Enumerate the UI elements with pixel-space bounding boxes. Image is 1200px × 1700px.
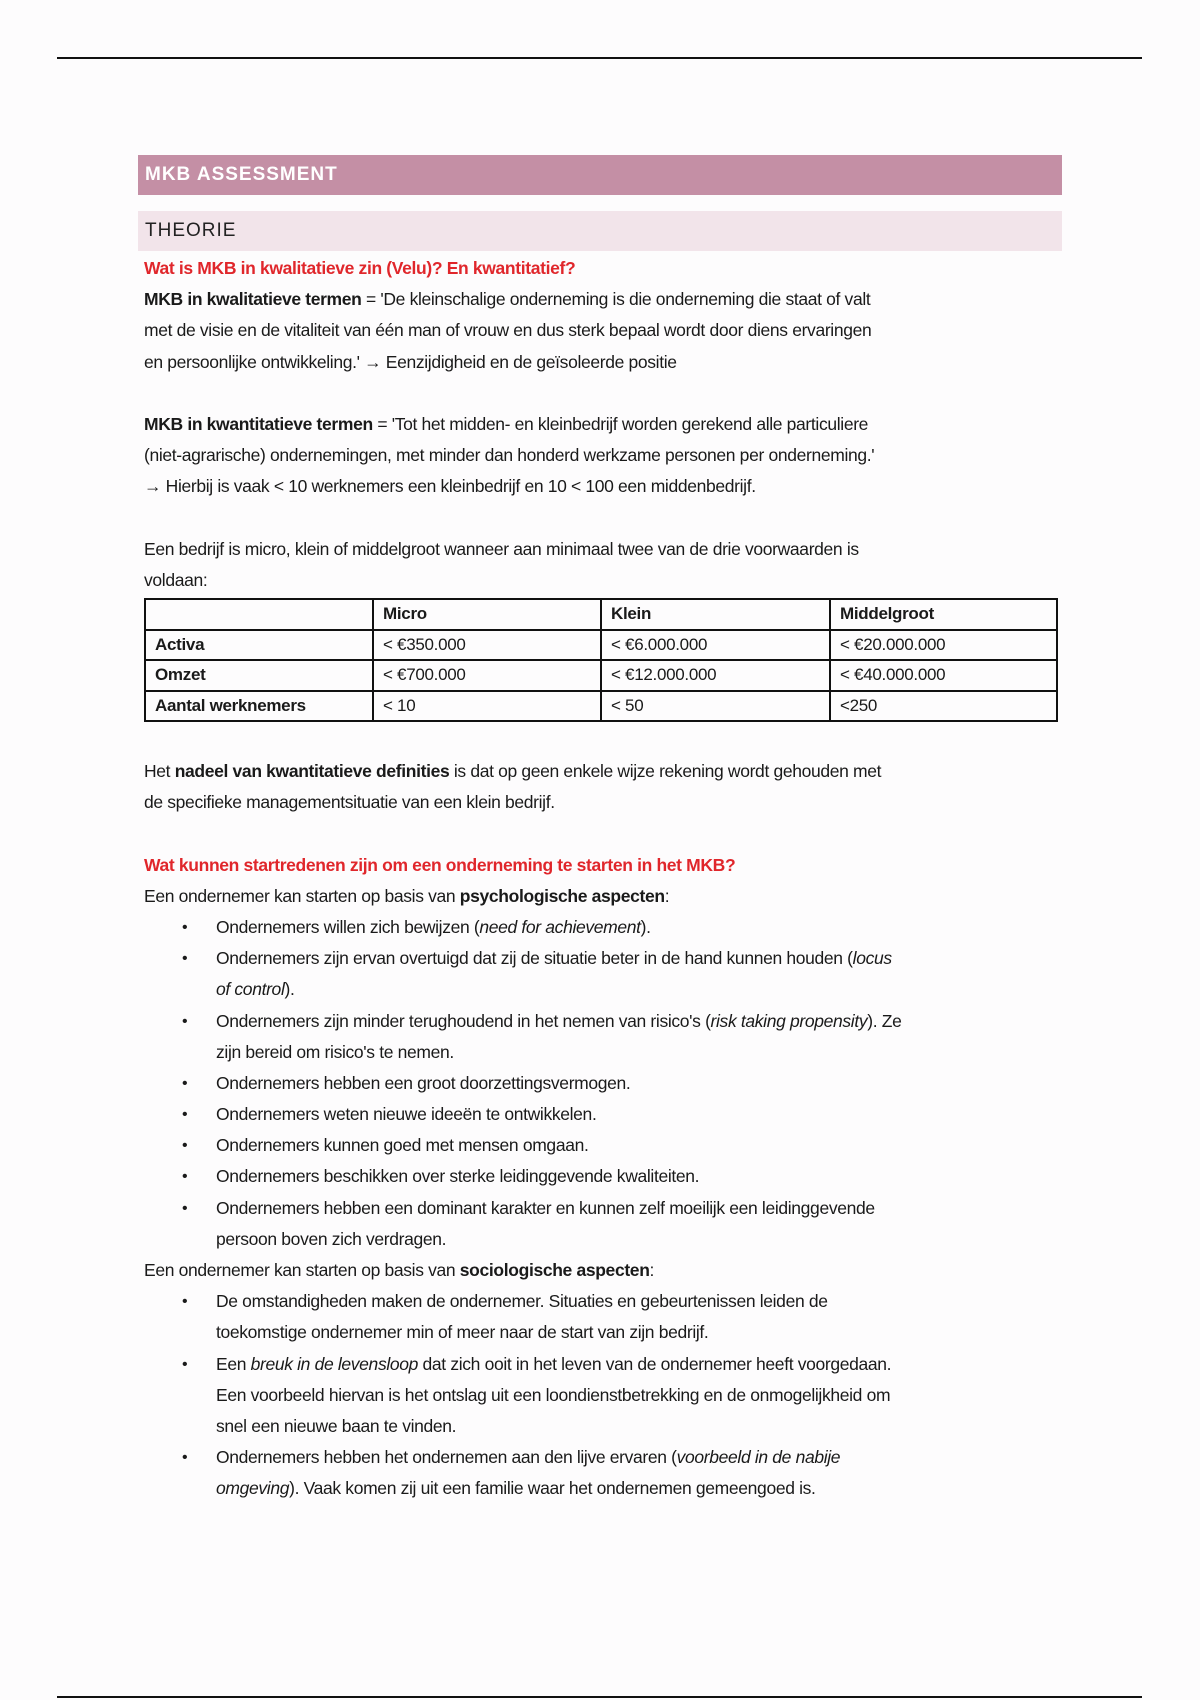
bullet-icon: • xyxy=(182,1106,188,1124)
document-title-bar xyxy=(138,155,1062,195)
question-heading xyxy=(144,850,1084,881)
table-row-label: Aantal werknemers xyxy=(145,691,373,722)
text-segment: de specifieke managementsituatie van een klein bedrijf. xyxy=(144,792,555,813)
list-item xyxy=(144,1006,1084,1037)
bullet-icon: • xyxy=(182,1449,188,1467)
question-heading xyxy=(144,253,1084,284)
table-row xyxy=(145,660,1057,691)
text-segment: snel een nieuwe baan te vinden. xyxy=(216,1415,457,1436)
table-row-label: Activa xyxy=(145,630,373,661)
list-item-continuation xyxy=(144,1317,1084,1348)
text-segment: Ondernemers zijn ervan overtuigd dat zij de situatie beter in de hand kunnen houden ( xyxy=(216,948,853,969)
text-segment: Een bedrijf is micro, klein of middelgroot wanneer aan minimaal twee van de drie voorwaarden is xyxy=(144,538,859,559)
text-segment: ). xyxy=(640,916,651,937)
bold-text: MKB in kwalitatieve termen xyxy=(144,289,362,310)
table-cell: < €20.000.000 xyxy=(830,630,1057,661)
text-line xyxy=(144,565,1084,596)
text-segment: dat zich ooit in het leven van de ondernemer heeft voorgedaan. xyxy=(418,1353,892,1374)
bullet-icon: • xyxy=(182,1199,188,1217)
text-line xyxy=(144,881,1084,912)
bullet-icon: • xyxy=(182,950,188,968)
text-segment: Ondernemers willen zich bewijzen ( xyxy=(216,916,480,937)
list-item xyxy=(144,1099,1084,1130)
text-segment: is dat op geen enkele wijze rekening wordt gehouden met xyxy=(449,761,882,781)
text-line xyxy=(144,378,1084,409)
text-line xyxy=(144,818,1084,849)
list-item-continuation xyxy=(144,974,1084,1005)
table-row xyxy=(145,691,1057,722)
italic-text: risk taking propensity xyxy=(710,1010,868,1031)
table-row xyxy=(145,630,1057,661)
text-segment: = 'De kleinschalige onderneming is die onderneming die staat of valt xyxy=(361,289,871,310)
table-cell: < €12.000.000 xyxy=(601,660,830,691)
text-segment: = 'Tot het midden- en kleinbedrijf worden gerekend alle particuliere xyxy=(372,413,869,434)
bullet-icon: • xyxy=(182,918,188,936)
table-header-row xyxy=(145,599,1057,630)
table-header-cell xyxy=(145,599,373,630)
list-item xyxy=(144,1442,1084,1473)
text-segment: zijn bereid om risico's te nemen. xyxy=(216,1041,454,1062)
text-line xyxy=(144,440,1084,471)
table-header-cell: Klein xyxy=(601,599,830,630)
text-segment: : xyxy=(649,1260,655,1280)
section-heading-bar xyxy=(138,211,1062,251)
italic-text: omgeving xyxy=(216,1478,290,1499)
text-segment: ). Vaak komen zij uit een familie waar het ondernemen gemeengoed is. xyxy=(289,1478,816,1499)
italic-text: breuk in de levensloop xyxy=(250,1353,419,1374)
text-segment: Ondernemers kunnen goed met mensen omgaan. xyxy=(216,1135,589,1156)
table-cell: < €40.000.000 xyxy=(830,660,1057,691)
text-line xyxy=(144,409,1084,440)
top-rule xyxy=(57,57,1142,59)
text-segment: toekomstige ondernemer min of meer naar de start van zijn bedrijf. xyxy=(216,1322,709,1343)
text-segment: ). xyxy=(284,979,295,1000)
list-item-continuation xyxy=(144,1037,1084,1068)
text-segment: ). Ze xyxy=(867,1010,902,1031)
text-line xyxy=(144,315,1084,346)
list-item xyxy=(144,1068,1084,1099)
size-criteria-table xyxy=(144,598,1058,722)
text-segment: : xyxy=(664,885,670,906)
list-item xyxy=(144,1161,1084,1192)
list-item xyxy=(144,912,1084,943)
document-title: MKB ASSESSMENT xyxy=(145,164,338,185)
table-cell: < 50 xyxy=(601,691,830,722)
text-line xyxy=(144,471,1084,502)
list-item-continuation xyxy=(144,1473,1084,1504)
text-line xyxy=(144,284,1084,315)
list-item-continuation xyxy=(144,1411,1084,1442)
table-cell: <250 xyxy=(830,691,1057,722)
italic-text: of control xyxy=(216,979,285,1000)
list-item xyxy=(144,1349,1084,1380)
text-segment: (niet-agrarische) ondernemingen, met minder dan honderd werkzame personen per onderneming.' xyxy=(144,445,875,466)
list-item xyxy=(144,1193,1084,1224)
bold-text: MKB in kwantitatieve termen xyxy=(144,413,373,434)
list-item-continuation xyxy=(144,1224,1084,1255)
list-item-continuation xyxy=(144,1380,1084,1411)
table-cell: < €350.000 xyxy=(373,630,601,661)
bullet-icon: • xyxy=(182,1293,188,1311)
list-item xyxy=(144,1286,1084,1317)
bold-text: sociologische aspecten xyxy=(459,1260,650,1280)
list-item xyxy=(144,943,1084,974)
text-segment: met de visie en de vitaliteit van één man of vrouw en dus sterk bepaal wordt door diens ervaringen xyxy=(144,320,872,341)
bottom-rule xyxy=(57,1696,1142,1698)
text-segment: Ondernemers weten nieuwe ideeën te ontwikkelen. xyxy=(216,1104,597,1125)
text-segment: Wat is MKB in kwalitatieve zin (Velu)? En kwantitatief? xyxy=(144,258,576,278)
text-segment: Ondernemers hebben een dominant karakter en kunnen zelf moeilijk een leidinggevende xyxy=(216,1197,875,1218)
table-cell: < €6.000.000 xyxy=(601,630,830,661)
text-line xyxy=(144,756,1084,787)
text-segment: persoon boven zich verdragen. xyxy=(216,1228,447,1249)
text-line xyxy=(144,534,1084,565)
text-segment: en persoonlijke ontwikkeling.' → Eenzijdigheid en de geïsoleerde positie xyxy=(144,351,677,372)
bullet-icon: • xyxy=(182,1012,188,1030)
text-segment: Ondernemers zijn minder terughoudend in het nemen van risico's ( xyxy=(216,1010,711,1031)
text-line xyxy=(144,787,1084,818)
italic-text: need for achievement xyxy=(479,916,641,937)
table-header-cell: Micro xyxy=(373,599,601,630)
bold-text: psychologische aspecten xyxy=(459,885,665,906)
definitions-text-block xyxy=(144,253,1084,596)
section-heading: THEORIE xyxy=(145,220,237,241)
table-cell: < €700.000 xyxy=(373,660,601,691)
text-line xyxy=(144,1255,1084,1286)
italic-text: voorbeeld in de nabije xyxy=(676,1447,841,1468)
table-row-label: Omzet xyxy=(145,660,373,691)
text-segment: Ondernemers hebben het ondernemen aan den lijve ervaren ( xyxy=(216,1447,677,1468)
text-segment: Ondernemers beschikken over sterke leidinggevende kwaliteiten. xyxy=(216,1166,700,1187)
text-segment: Het xyxy=(144,761,175,781)
bullet-icon: • xyxy=(182,1168,188,1186)
table-cell: < 10 xyxy=(373,691,601,722)
bullet-icon: • xyxy=(182,1137,188,1155)
text-segment: voldaan: xyxy=(144,569,208,590)
text-line xyxy=(144,503,1084,534)
text-segment: Een ondernemer kan starten op basis van xyxy=(144,885,460,906)
text-segment: Wat kunnen startredenen zijn om een onderneming te starten in het MKB? xyxy=(144,854,736,875)
startreasons-text-block xyxy=(144,756,1084,1505)
bullet-icon: • xyxy=(182,1355,188,1373)
text-line xyxy=(144,347,1084,378)
text-segment: Een voorbeeld hiervan is het ontslag uit een loondienstbetrekking en de onmogelijkheid om xyxy=(216,1384,891,1405)
italic-text: locus xyxy=(852,948,892,969)
bold-text: nadeel van kwantitatieve definities xyxy=(174,761,450,781)
text-segment: → Hierbij is vaak < 10 werknemers een kleinbedrijf en 10 < 100 een middenbedrijf. xyxy=(144,476,756,497)
list-item xyxy=(144,1130,1084,1161)
text-segment: Ondernemers hebben een groot doorzettingsvermogen. xyxy=(216,1072,631,1093)
table-header-cell: Middelgroot xyxy=(830,599,1057,630)
text-segment: Een xyxy=(216,1353,251,1374)
text-segment: De omstandigheden maken de ondernemer. Situaties en gebeurtenissen leiden de xyxy=(216,1291,828,1312)
text-segment: Een ondernemer kan starten op basis van xyxy=(144,1260,460,1280)
bullet-icon: • xyxy=(182,1074,188,1092)
